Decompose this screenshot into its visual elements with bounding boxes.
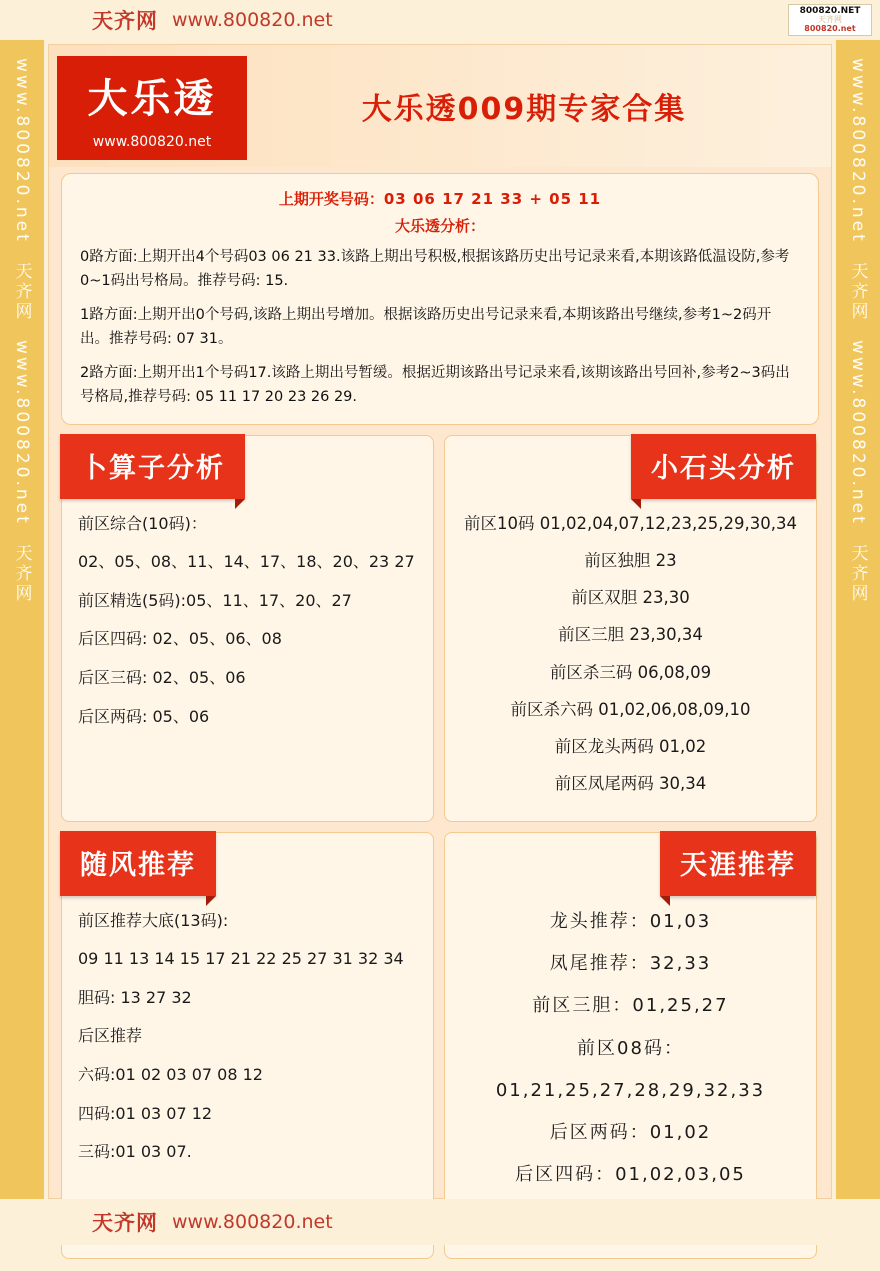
panel-row: 前区杀六码 01,02,06,08,09,10 xyxy=(510,699,751,719)
lottery-logo-title: 大乐透 xyxy=(87,75,217,122)
panel-bsz-analysis xyxy=(61,435,434,822)
analysis-paragraph: 2路方面:上期开出1个号码17.该路上期出号暂缓。根据近期该路出号记录来看,该期该路出号回补,参考2~3码出号格局,推荐号码: 05 11 17 20 23 26 29. xyxy=(80,364,790,405)
panel-row: 02、05、08、11、14、17、18、20、23 27 xyxy=(78,552,415,572)
footer-url: www.800820.net xyxy=(172,1211,333,1233)
panel-row: 后区推荐 xyxy=(78,1026,143,1046)
analysis-box xyxy=(61,173,819,425)
panel-body xyxy=(445,896,816,1230)
panel-row: 龙头推荐：01,03 xyxy=(549,910,712,932)
watermark-text: www.800820.net xyxy=(12,339,32,526)
panel-tianya-recommend xyxy=(444,832,817,1259)
last-draw-label: 上期开奖号码： xyxy=(278,190,384,208)
panel-row: 前区三胆 23,30,34 xyxy=(558,625,703,645)
panel-row: 前区独胆 23 xyxy=(584,550,677,570)
poster-page xyxy=(48,44,832,1199)
panel-row: 09 11 13 14 15 17 21 22 25 27 31 32 34 xyxy=(78,949,404,969)
logo-line-1: 800820.NET xyxy=(799,5,861,16)
last-draw-line xyxy=(80,188,800,209)
footer-brand: 天齐网 xyxy=(92,1211,158,1235)
site-url: www.800820.net xyxy=(172,9,333,31)
panel-title-wrap xyxy=(62,833,433,896)
watermark-text: 天齐网 xyxy=(11,543,32,604)
panel-row: 前区三胆：01,25,27 xyxy=(532,995,729,1017)
lottery-logo-url: www.800820.net xyxy=(92,133,212,150)
panel-title-wrap xyxy=(445,436,816,499)
logo-line-3: 800820.net xyxy=(804,23,856,33)
watermark-text: 天齐网 xyxy=(847,543,868,604)
panel-body xyxy=(62,499,433,728)
footer-bar xyxy=(0,1199,880,1245)
panel-row: 凤尾推荐：32,33 xyxy=(549,952,712,974)
panel-row: 六码:01 02 03 07 08 12 xyxy=(78,1065,263,1085)
logo-line-2: 天齐网 xyxy=(818,15,842,25)
panel-row: 后区四码: 02、05、06、08 xyxy=(78,629,282,649)
site-logo-badge xyxy=(788,4,872,36)
panel-row: 后区两码：01,02 xyxy=(549,1122,712,1144)
panel-row: 前区龙头两码 01,02 xyxy=(554,737,707,757)
panel-suifeng-recommend xyxy=(61,832,434,1259)
site-brand: 天齐网 xyxy=(92,9,158,33)
lottery-logo xyxy=(57,56,247,160)
panel-xst-analysis xyxy=(444,435,817,822)
panel-row: 前区双胆 23,30 xyxy=(571,588,690,608)
panel-row: 胆码: 13 27 32 xyxy=(78,987,192,1007)
right-watermark-strip xyxy=(836,40,880,1205)
panel-row: 前区推荐大底(13码): xyxy=(78,910,229,930)
panel-row: 四码:01 03 07 12 xyxy=(78,1103,213,1123)
watermark-text: www.800820.net xyxy=(848,339,868,526)
poster-header xyxy=(49,45,831,167)
panel-grid xyxy=(49,425,831,1271)
analysis-subtitle: 大乐透分析： xyxy=(394,217,485,235)
left-watermark-strip xyxy=(0,40,44,1205)
watermark-text: 天齐网 xyxy=(11,261,32,322)
panel-title-wrap xyxy=(62,436,433,499)
watermark-text: 天齐网 xyxy=(847,261,868,322)
panel-row: 后区两码: 05、06 xyxy=(78,706,210,726)
panel-row: 前区凤尾两码 30,34 xyxy=(554,774,707,794)
panel-row: 前区10码 01,02,04,07,12,23,25,29,30,34 xyxy=(464,513,797,533)
panel-body xyxy=(62,896,433,1163)
panel-title: 小石头分析 xyxy=(631,434,816,499)
panel-row: 前区杀三码 06,08,09 xyxy=(549,662,712,682)
watermark-text: www.800820.net xyxy=(848,58,868,244)
panel-row: 后区三码: 02、05、06 xyxy=(78,667,246,687)
panel-title: 随风推荐 xyxy=(60,831,216,896)
page-title: 大乐透009期专家合集 xyxy=(361,92,687,127)
panel-row: 前区精选(5码):05、11、17、20、27 xyxy=(78,590,352,610)
analysis-paragraph: 0路方面:上期开出4个号码03 06 21 33.该路上期出号积极,根据该路历史出号记录来看,本期该路低温设防,参考0~1码出号格局。推荐号码: 15. xyxy=(80,249,790,289)
panel-row: 01,21,25,27,28,29,32,33 xyxy=(495,1079,766,1101)
panel-row: 三码:01 03 07. xyxy=(78,1142,192,1162)
watermark-text: www.800820.net xyxy=(12,58,32,244)
panel-row: 后区四码：01,02,03,05 xyxy=(515,1164,746,1186)
panel-title: 卜算子分析 xyxy=(60,434,245,499)
panel-body xyxy=(445,499,816,796)
last-draw-numbers: 03 06 17 21 33 + 05 11 xyxy=(383,190,602,208)
top-bar xyxy=(0,0,880,40)
panel-title-wrap xyxy=(445,833,816,896)
panel-row: 前区综合(10码)： xyxy=(78,513,207,533)
panel-row: 前区08码： xyxy=(577,1037,684,1059)
analysis-paragraph: 1路方面:上期开出0个号码,该路上期出号增加。根据该路历史出号记录来看,本期该路出号继续,参考1~2码开出。推荐号码: 07 31。 xyxy=(80,306,772,347)
panel-title: 天涯推荐 xyxy=(660,831,816,896)
